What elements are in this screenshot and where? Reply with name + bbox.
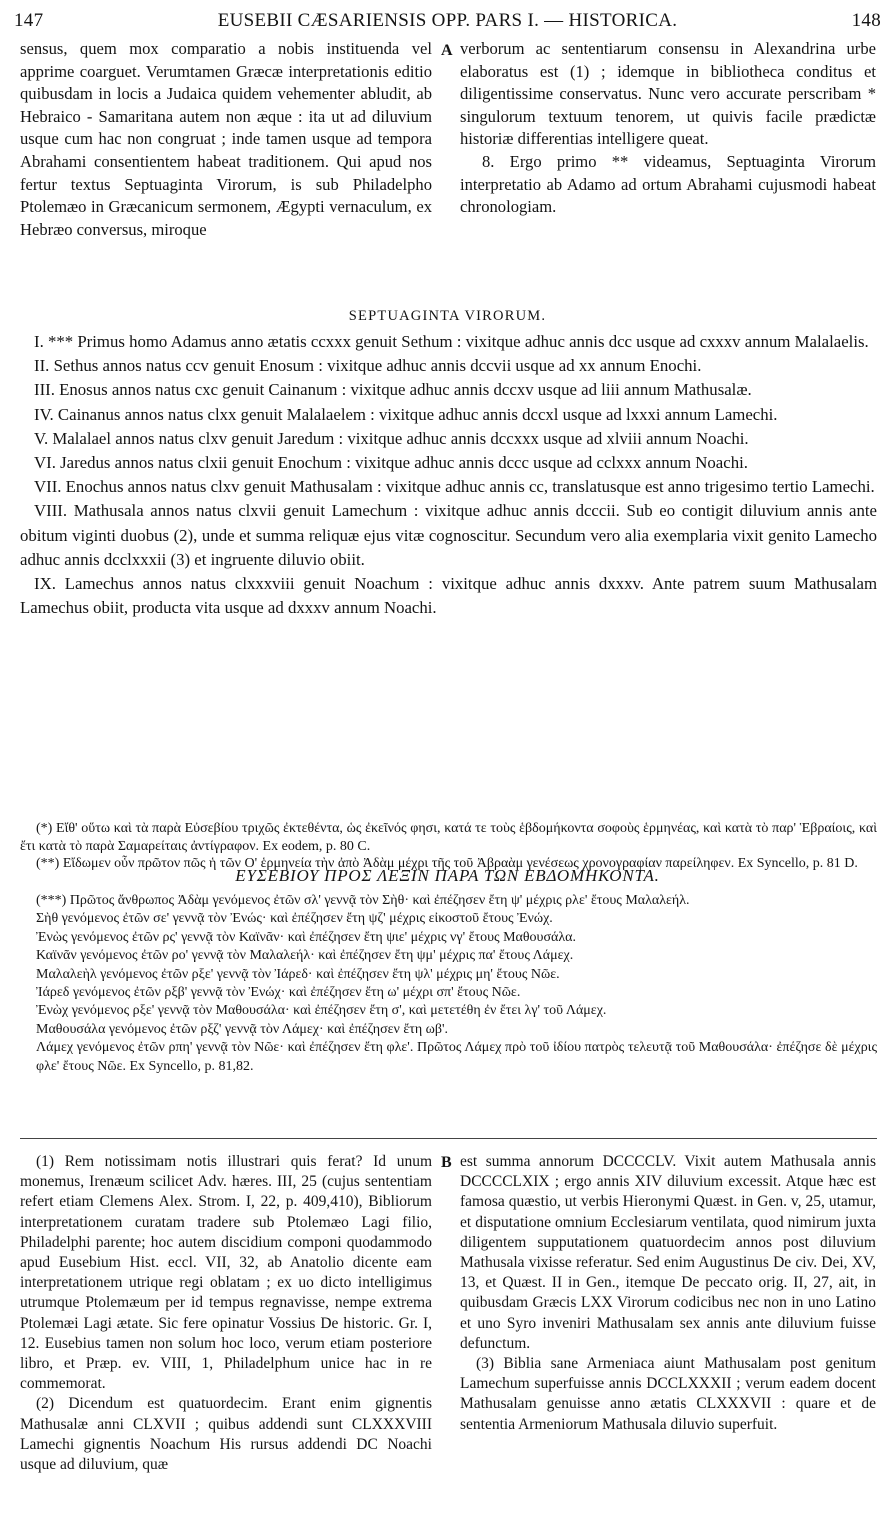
generation-entry: VII. Enochus annos natus clxv genuit Mathusalam : vixitque adhuc annis cc, translatusque est anno trigesimo tertio Lamechi.: [34, 477, 875, 497]
note-3: (3) Biblia sane Armeniaca aiunt Mathusalam post genitum Lamechum superfuisse annis DCCLXXXII ; verum eadem docent Mathusalam genuisse anno ætatis CLXXXVII : quare et de sententia Armeniorum Mathusala diluvio superfuit.: [460, 1355, 876, 1433]
note-1: (1) Rem notissimam notis illustrari quis ferat? Id unum monemus, Irenæum scilicet Adv. hæres. III, 25 (cujus sententiam refert etiam Clemens Alex. Strom. I, 22, p. 409,410), Bibliorum interpretationem curatam tradere sub Ptolemæo Lagi filio, Philadelphi parente; hoc autem discidium componi quodammodo apud Eusebium Hist. eccl. VII, 32, ab Anatolio dicente eam interpretationem utrique regi oblatam ; ex uo dicto intelligimus utrumque Ptolemæum per id tempus regnavisse, nempe extrema Ptolemæi Lagi ætate. Sic fere opinatur Vossius De historic. Gr. I, 12. Eusebius tamen non solum hoc loco, verum etiam posteriore libro, et Præp. ev. VIII, 1, Philadelphum unice hac in re commemorat.: [20, 1153, 432, 1393]
generation-entry: I. *** Primus homo Adamus anno ætatis ccxxx genuit Sethum : vixitque adhuc annis dcc usque ad cxxxv annum Malalaelis.: [34, 332, 869, 351]
footnote-greek: (*) Εἴθ' οὕτω καὶ τὰ παρὰ Εὐσεβίου τριχῶς ἐκτεθέντα, ὡς ἐκεῖνός φησι, κατά τε τοὺς ἑβδομήκοντα σοφοὺς ἑρμηνέας, καὶ κατὰ τὸ παρ' Ἑβραίοις, καὶ ἔτι κατὰ τὸ παρὰ Σαμαρείταις ἀντίγραφον. Ex eodem, p. 80 C.: [20, 821, 877, 854]
greek-section-title: ΕΥΣΕΒΙΟΥ ΠΡΟΣ ΛΕΞΙΝ ΠΑΡΑ ΤΩΝ ΕΒΔΟΜΗΚΟΝΤΑ.: [235, 866, 660, 885]
generation-entry: IX. Lamechus annos natus clxxxviii genuit Noachum : vixitque adhuc annis dxxxv. Ante patrem suum Mathusalam Lamechus obiit, producta vita usque ad dxxxv annum Noachi.: [20, 574, 877, 618]
notes-divider: [20, 1138, 877, 1139]
generation-entry: IV. Cainanus annos natus clxx genuit Malalaelem : vixitque adhuc annis dccxl usque ad lxxxi annum Lamechi.: [34, 404, 778, 424]
generation-entry: II. Sethus annos natus ccv genuit Enosum : vixitque adhuc annis dccvii usque ad xx annum Enochi.: [34, 356, 702, 376]
gutter-marker-a: A: [441, 42, 453, 59]
greek-line: Σὴθ γενόμενος ἐτῶν σε' γεννᾷ τὸν Ἐνώς· καὶ ἐπέζησεν ἔτη ψζ' μέχρις εἰκοστοῦ ἔτους Ἐνώχ.: [36, 911, 553, 927]
notes-right-column: [460, 1152, 876, 1435]
intro-right-text-2: 8. Ergo primo ** videamus, Septuaginta Virorum interpretatio ab Adamo ad ortum Abrahami cujusmodi habeat chronologiam.: [460, 151, 876, 217]
notes-left-column: [20, 1152, 432, 1475]
greek-text-block: [20, 892, 877, 1076]
intro-left-column: [20, 38, 432, 241]
generations-list: [20, 330, 877, 620]
greek-line: Καϊνᾶν γενόμενος ἐτῶν ρο' γεννᾷ τὸν Μαλαλεήλ· καὶ ἐπέζησεν ἔτη ψμ' μέχρις πα' ἔτους Λάμεχ.: [36, 948, 574, 964]
generation-entry: III. Enosus annos natus cxc genuit Cainanum : vixitque adhuc annis dccxv usque ad liii annum Mathusalæ.: [34, 380, 752, 400]
greek-line: Ἰάρεδ γενόμενος ἐτῶν ρξβ' γεννᾷ τὸν Ἐνώχ· καὶ ἐπέζησεν ἔτη ω' μέχρι σπ' ἔτους Νῶε.: [36, 985, 521, 1001]
greek-line: Μαθουσάλα γενόμενος ἐτῶν ρξζ' γεννᾷ τὸν Λάμεχ· καὶ ἐπέζησεν ἔτη ωβ'.: [36, 1021, 449, 1037]
greek-line: Ἐνὼς γενόμενος ἐτῶν ρς' γεννᾷ τὸν Καϊνᾶν· καὶ ἐπέζησεν ἔτη ψιε' μέχρις νγ' ἔτους Μαθουσάλα.: [36, 929, 576, 945]
greek-line: (***) Πρῶτος ἄνθρωπος Ἀδὰμ γενόμενος ἐτῶν σλ' γεννᾷ τὸν Σὴθ· καὶ ἐπέζησεν ἔτη ψ' μέχρις ρλε' ἔτους Μαλαλεήλ.: [36, 893, 690, 908]
running-title: EUSEBII CÆSARIENSIS OPP. PARS I. — HISTORICA.: [217, 10, 678, 31]
note-2-continued: est summa annorum DCCCCLV. Vixit autem Mathusala annis DCCCCLXIX ; ergo annis XIV diluvium excessit. Atque hæc est famosa quæstio, ut verbis Hieronymi Quæst. in Gen. v, 25, utamur, et disputatione omnium Ecclesiarum ventilata, quod nimirum juxta diligentem supputationem quatuordecim annos post diluvium Mathusala vixisse referatur. Sed enim Augustinus De civ. Dei, XV, 13, et Quæst. II in Gen., itemque De peccato orig. II, 27, ait, in quibusdam Græcis LXX Virorum codicibus nec non in uno Latino et uno Syro inveniri Mathusalam sex annis ante diluvium fuisse defunctum.: [460, 1153, 876, 1352]
footnote-greek: (**) Εἴδωμεν οὖν πρῶτον πῶς ἡ τῶν Ο' ἑρμηνεία τὴν ἀπὸ Ἀδὰμ μέχρι τῆς τοῦ Ἀβραὰμ γενέσεως χρονογραφίαν παρείληφεν. Ex Syncello, p. 81 D.: [36, 856, 858, 871]
intro-right-column: [460, 38, 876, 219]
page-number-left: 147: [14, 10, 44, 31]
gutter-marker-b: B: [441, 1154, 452, 1171]
intro-right-text-1: verborum ac sententiarum consensu in Alexandrina urbe elaboratus est (1) ; idemque in bibliotheca conditus et diligentissime conservatus. Nunc vero accurate perscribam * singulorum textuum tenorem, ut quivis facile prædictæ historiæ differentias intelligere queat.: [460, 39, 876, 149]
note-2: (2) Dicendum est quatuordecim. Erant enim gignentis Mathusalæ anni CLXVII ; quibus addendi sunt CLXXXVIII Lamechi gignentis Noachum His rursus addendi DC Noachi usque ad diluvium, quæ: [20, 1395, 432, 1474]
greek-footnotes: [20, 820, 877, 873]
intro-left-text: sensus, quem mox comparatio a nobis instituenda vel apprime coarguet. Verumtamen Græcæ interpretationis editio quibusdam in locis a Judaica quidem vehementer abludit, ab Hebraico - Samaritana autem non æque : ita ut ad diluvium usque cum hac non congruat ; inde tamen usque ad tempora Abrahami consentientem habeat traditionem. Qui apud nos fertur textus Septuaginta Virorum, is sub Philadelpho Ptolemæo in Græcanicum sermonem, Ægypti vernaculum, ex Hebræo conversus, miroque: [20, 39, 432, 239]
generation-entry: VIII. Mathusala annos natus clxvii genuit Lamechum : vixitque adhuc annis dcccii. Sub eo contigit diluvium annis ante obitum viginti duobus (2), unde et summa reliquæ ejus vitæ cognoscitur. Secundum vero alia exemplaria vixit genito Lamecho adhuc annis dcclxxxii (3) et ingruente diluvio obiit.: [20, 501, 877, 569]
generation-entry: V. Malalael annos natus clxv genuit Jaredum : vixitque adhuc annis dccxxx usque ad xlviii annum Noachi.: [34, 428, 749, 448]
page-number-right: 148: [851, 10, 881, 31]
running-header: [14, 10, 881, 36]
greek-line: Λάμεχ γενόμενος ἐτῶν ρπη' γεννᾷ τὸν Νῶε· καὶ ἐπέζησεν ἔτη φλε'. Πρῶτος Λάμεχ πρὸ τοῦ ἰδίου πατρὸς τελευτᾷ τοῦ Μαθουσάλα· ἐπέζησε δὲ μέχρις φλε' ἔτους Νῶε. Ex Syncello, p. 81,82.: [36, 1040, 877, 1074]
section-title: SEPTUAGINTA VIRORUM.: [348, 308, 547, 324]
greek-line: Μαλαλεὴλ γενόμενος ἐτῶν ρξε' γεννᾷ τὸν Ἰάρεδ· καὶ ἐπέζησεν ἔτη ψλ' μέχρις μη' ἔτους Νῶε.: [36, 966, 560, 982]
greek-line: Ἐνὼχ γενόμενος ρξε' γεννᾷ τὸν Μαθουσάλα· καὶ ἐπέζησεν ἔτη σ', καὶ μετετέθη ἐν ἔτει λγ' τοῦ Λάμεχ.: [36, 1003, 607, 1019]
generation-entry: VI. Jaredus annos natus clxii genuit Enochum : vixitque adhuc annis dccc usque ad cclxxx annum Noachi.: [34, 453, 748, 473]
